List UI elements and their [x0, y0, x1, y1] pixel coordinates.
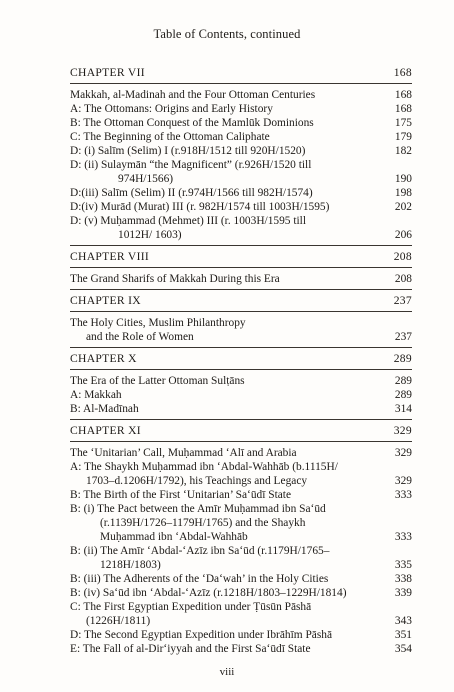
page-number: viii: [219, 666, 235, 678]
toc-entry-page: 289: [394, 375, 412, 387]
divider: [70, 441, 412, 442]
toc-entry-title: B: Al-Madīnah: [70, 403, 139, 415]
toc-entry-title: B: The Birth of the First ‘Unitarian’ Sa‘ūdī State: [70, 489, 292, 501]
toc-entry-page: 206: [394, 229, 412, 241]
toc-entry-title: D: (v) Muḥammad (Mehmet) III (r. 1003H/1595 till: [70, 215, 306, 227]
toc-entry-page: 335: [394, 559, 412, 571]
toc-chapter-row: [70, 294, 412, 308]
divider: [70, 83, 412, 84]
toc-entry-title: 1218H/1803): [100, 559, 161, 571]
toc-entry-title: A: The Ottomans: Origins and Early History: [70, 103, 273, 115]
toc-entry-page: 168: [394, 103, 412, 115]
toc-entry-page: 168: [394, 89, 412, 101]
toc-entry-title: B: (iii) The Adherents of the ‘Da‘wah’ in the Holy Cities: [70, 573, 329, 585]
toc-entry-title: D: (ii) Sulaymān “the Magnificent” (r.926H/1520 till: [70, 159, 312, 171]
divider: [70, 289, 412, 290]
toc-entry-page: 329: [393, 424, 412, 437]
toc-row-continuation: [70, 172, 412, 186]
toc-entry-title: E: The Fall of al-Dir‘iyyah and the First Sa‘ūdī State: [70, 643, 311, 655]
toc-row: [70, 144, 412, 158]
toc-entry-page: 208: [394, 273, 412, 285]
toc-chapter-row: [70, 66, 412, 80]
toc-entry-page: 333: [394, 489, 412, 501]
toc-entry-title: CHAPTER IX: [70, 294, 141, 307]
divider: [70, 419, 412, 420]
toc-entry-page: 343: [394, 615, 412, 627]
toc-row: [70, 116, 412, 130]
toc-entry-title: The ‘Unitarian’ Call, Muḥammad ‘Alī and Arabia: [70, 447, 297, 459]
toc-chapter-row: [70, 424, 412, 438]
toc-entry-page: 289: [393, 352, 412, 365]
toc-entry-title: A: Makkah: [70, 389, 122, 401]
toc-entry-page: 202: [394, 201, 412, 213]
toc-row: [70, 544, 412, 558]
toc-row-continuation: [70, 330, 412, 344]
page-heading: Table of Contents, continued: [153, 27, 301, 41]
toc-chapter-row: [70, 250, 412, 264]
divider: [70, 311, 412, 312]
toc-entry-title: The Holy Cities, Muslim Philanthropy: [70, 317, 246, 329]
toc-row: [70, 628, 412, 642]
toc-entry-title: CHAPTER VII: [70, 66, 145, 79]
toc-entry-title: B: (ii) The Amīr ‘Abdal-‘Azīz ibn Sa‘ūd (r.1179H/1765–: [70, 545, 330, 557]
toc-entry-title: Makkah, al-Madinah and the Four Ottoman Centuries: [70, 89, 316, 101]
toc-row: [70, 374, 412, 388]
toc-entry-title: CHAPTER XI: [70, 424, 141, 437]
toc-row: [70, 460, 412, 474]
toc-row: [70, 642, 412, 656]
toc-row-continuation: [70, 516, 412, 530]
toc-entry-page: 338: [394, 573, 412, 585]
toc-row: [70, 88, 412, 102]
toc-row-continuation: [70, 474, 412, 488]
toc-row: [70, 316, 412, 330]
toc-entry-title: D:(iv) Murād (Murat) III (r. 982H/1574 till 1003H/1595): [70, 201, 330, 213]
toc-entry-title: (r.1139H/1726–1179H/1765) and the Shaykh: [100, 517, 306, 529]
toc-entry-title: 974H/1566): [118, 173, 174, 185]
toc-row: [70, 388, 412, 402]
toc-entry-page: 179: [394, 131, 412, 143]
toc-row: [70, 446, 412, 460]
toc-row: [70, 572, 412, 586]
toc-chapter-row: [70, 352, 412, 366]
toc-entry-title: CHAPTER VIII: [70, 250, 150, 263]
table-of-contents: [70, 66, 412, 656]
toc-entry-page: 329: [394, 447, 412, 459]
toc-entry-title: (1226H/1811): [86, 615, 151, 627]
toc-entry-title: CHAPTER X: [70, 352, 137, 365]
toc-entry-title: A: The Shaykh Muḥammad ibn ‘Abdal-Wahhāb (b.1115H/: [70, 461, 338, 473]
toc-entry-title: Muḥammad ibn ‘Abdal-Wahhāb: [100, 531, 248, 543]
toc-row-continuation: [70, 614, 412, 628]
toc-entry-page: 354: [394, 643, 412, 655]
toc-row-continuation: [70, 558, 412, 572]
divider: [70, 369, 412, 370]
toc-entry-page: 237: [394, 331, 412, 343]
toc-row-continuation: [70, 228, 412, 242]
toc-entry-page: 339: [394, 587, 412, 599]
toc-entry-page: 289: [394, 389, 412, 401]
toc-entry-title: The Era of the Latter Ottoman Sulṭāns: [70, 375, 245, 387]
toc-entry-title: D:(iii) Salīm (Selim) II (r.974H/1566 till 982H/1574): [70, 187, 313, 199]
toc-row: [70, 272, 412, 286]
toc-entry-page: 237: [393, 294, 412, 307]
toc-entry-title: D: (i) Salīm (Selim) I (r.918H/1512 till 920H/1520): [70, 145, 306, 157]
toc-row: [70, 402, 412, 416]
toc-entry-title: B: The Ottoman Conquest of the Mamlūk Dominions: [70, 117, 314, 129]
toc-entry-title: and the Role of Women: [86, 331, 194, 343]
toc-entry-title: C: The First Egyptian Expedition under Ṭūsūn Pāshā: [70, 601, 312, 613]
toc-row: [70, 200, 412, 214]
toc-entry-page: 198: [394, 187, 412, 199]
toc-entry-page: 182: [394, 145, 412, 157]
toc-entry-page: 175: [394, 117, 412, 129]
toc-entry-page: 314: [394, 403, 412, 415]
toc-entry-page: 168: [393, 66, 412, 79]
toc-row: [70, 102, 412, 116]
divider: [70, 267, 412, 268]
toc-entry-title: B: (i) The Pact between the Amīr Muḥammad ibn Sa‘ūd: [70, 503, 326, 515]
toc-entry-page: 329: [394, 475, 412, 487]
toc-entry-title: 1703–d.1206H/1792), his Teachings and Legacy: [86, 475, 308, 487]
divider: [70, 347, 412, 348]
toc-entry-page: 190: [394, 173, 412, 185]
toc-entry-page: 333: [394, 531, 412, 543]
toc-row: [70, 502, 412, 516]
toc-row: [70, 158, 412, 172]
toc-entry-title: D: The Second Egyptian Expedition under Ibrāhīm Pāshā: [70, 629, 333, 641]
toc-row-continuation: [70, 530, 412, 544]
toc-row: [70, 586, 412, 600]
toc-row: [70, 130, 412, 144]
toc-entry-title: C: The Beginning of the Ottoman Caliphate: [70, 131, 270, 143]
toc-row: [70, 214, 412, 228]
toc-entry-page: 208: [393, 250, 412, 263]
toc-entry-title: 1012H/ 1603): [118, 229, 182, 241]
toc-entry-page: 351: [394, 629, 412, 641]
toc-row: [70, 488, 412, 502]
toc-entry-title: The Grand Sharifs of Makkah During this Era: [70, 273, 280, 285]
toc-row: [70, 600, 412, 614]
toc-row: [70, 186, 412, 200]
toc-entry-title: B: (iv) Sa‘ūd ibn ‘Abdal-‘Azīz (r.1218H/1803–1229H/1814): [70, 587, 347, 599]
divider: [70, 245, 412, 246]
